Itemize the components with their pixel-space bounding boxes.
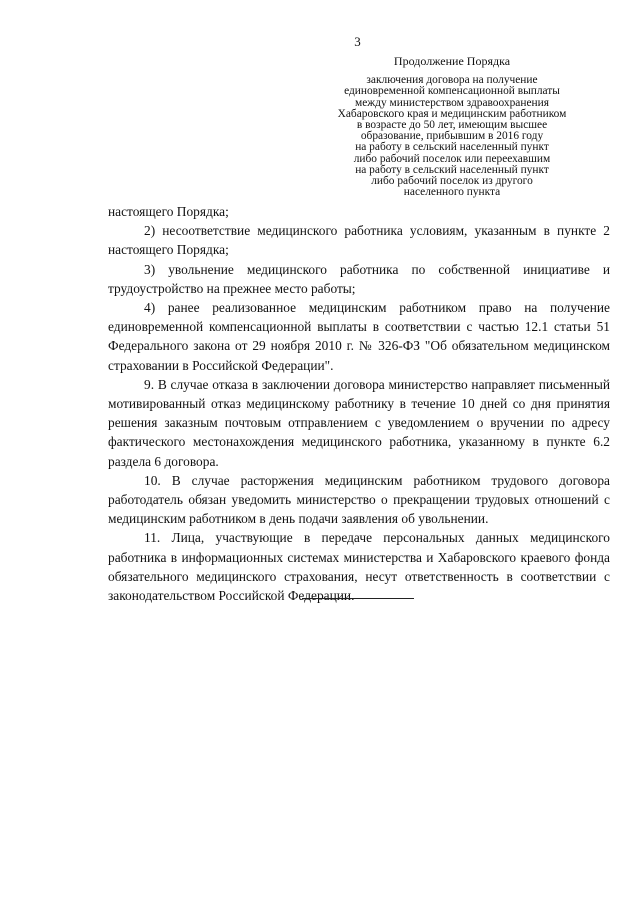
paragraph-item-4: 4) ранее реализованное медицинским работником право на получение единовременной компенсационной выплаты в соответствии с частью 12.1 статьи 51 Федерального закона от 29 ноября 2010 г. № 326-ФЗ "Об обязательном медицинском страховании в Российской Федерации". [108, 300, 610, 373]
header-line: заключения договора на получение [366, 74, 538, 87]
document-header [328, 56, 576, 198]
paragraph-clause-10: 10. В случае расторжения медицинским работником трудового договора работодатель обязан уведомить министерство о прекращении трудовых отношений с медицинским работником в день подачи заявления об увольнении. [108, 472, 610, 527]
header-line: населенного пункта [403, 186, 501, 199]
header-line: либо рабочий поселок или переехавшим [353, 152, 551, 165]
end-separator-line [302, 598, 414, 599]
header-line: Хабаровского края и медицинским работником [337, 107, 567, 120]
header-line: в возрасте до 50 лет, имеющим высшее [356, 119, 548, 132]
paragraph-item-3: 3) увольнение медицинского работника по собственной инициативе и трудоустройство на прежнее место работы; [108, 261, 610, 296]
header-line: Продолжение Порядка [393, 54, 511, 68]
header-line: образование, прибывшим в 2016 году [360, 130, 544, 143]
header-line: либо рабочий поселок из другого [371, 175, 533, 188]
paragraph-continuation: настоящего Порядка; [108, 204, 229, 219]
header-line: единовременной компенсационной выплаты [344, 85, 560, 98]
paragraph-clause-11: 11. Лица, участвующие в передаче персональных данных медицинского работника в информационных системах министерства и Хабаровского краевого фонда обязательного медицинского страхования, несут ответственность в соответствии с законодательством Российской Федерации. [108, 530, 610, 604]
header-line: на работу в сельский населенный пункт [355, 141, 549, 154]
header-line: на работу в сельский населенный пункт [355, 163, 549, 176]
paragraph-item-2: 2) несоответствие медицинского работника условиям, указанным в пункте 2 настоящего Порядка; [108, 223, 610, 258]
paragraph-clause-9: 9. В случае отказа в заключении договора министерство направляет письменный мотивированный отказ медицинскому работнику в течение 10 дней со дня принятия решения заказным почтовым отправлением с уведомлением о вручении по адресу фактического местонахождения медицинского работника, указанному в пункте 6.2 раздела 6 договора. [108, 376, 610, 469]
document-body [108, 202, 610, 605]
header-line: между министерством здравоохранения [355, 96, 549, 109]
page-number: 3 [354, 34, 361, 49]
